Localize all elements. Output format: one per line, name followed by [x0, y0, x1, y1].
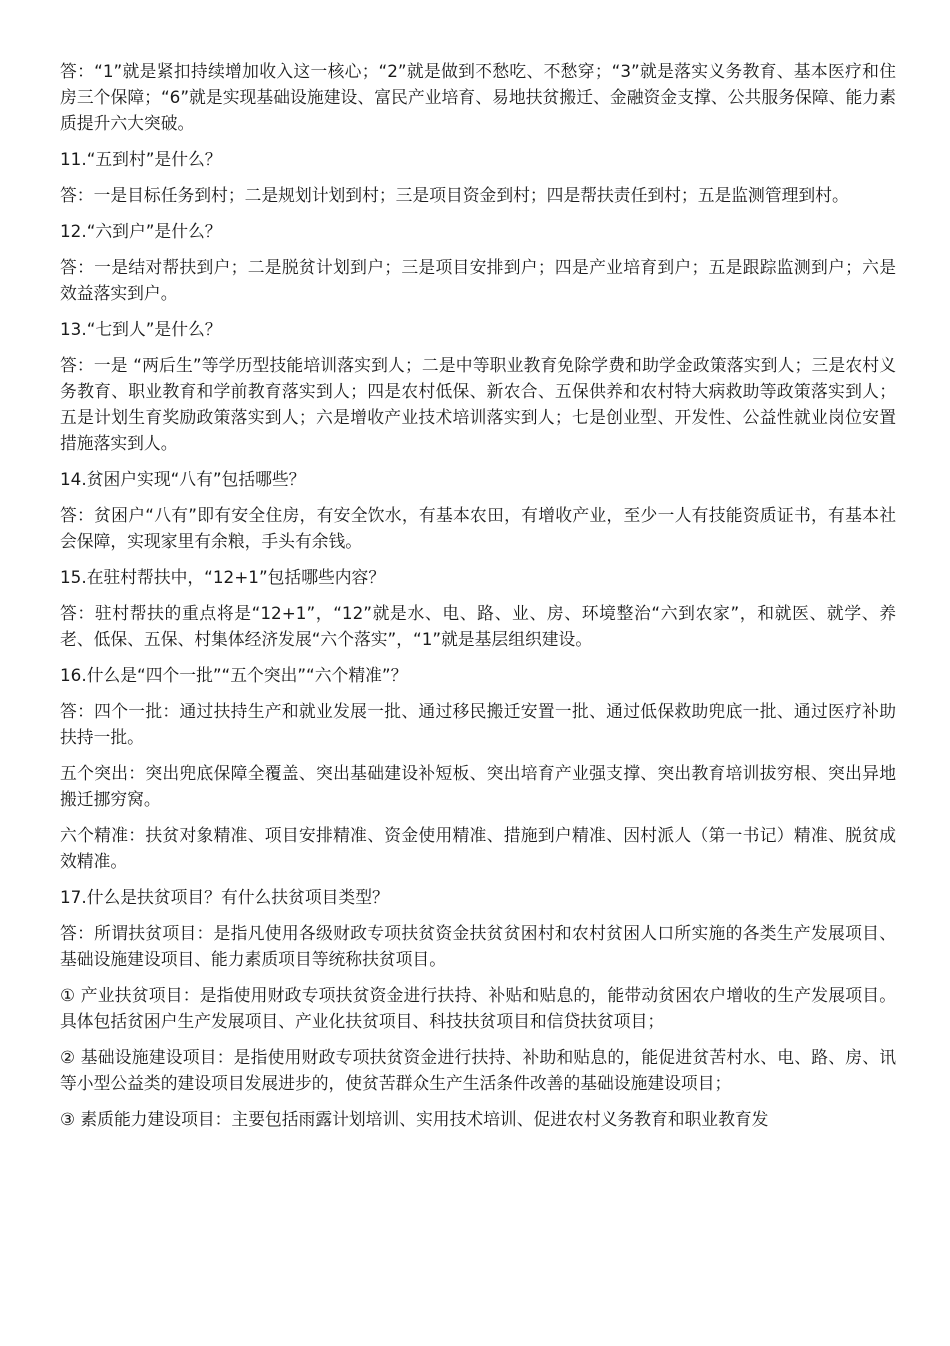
question-heading: 13.“七到人”是什么？	[60, 319, 222, 339]
question-heading: 17.什么是扶贫项目？有什么扶贫项目类型？	[60, 887, 389, 907]
answer-paragraph: 答：四个一批：通过扶持生产和就业发展一批、通过移民搬迁安置一批、通过低保救助兜底一批、通过医疗补助扶持一批。	[60, 701, 896, 747]
answer-paragraph: 五个突出：突出兜底保障全覆盖、突出基础建设补短板、突出培育产业强支撑、突出教育培训拔穷根、突出异地搬迁挪穷窝。	[60, 763, 896, 809]
answer-paragraph: 答：一是目标任务到村；二是规划计划到村；三是项目资金到村；四是帮扶责任到村；五是监测管理到村。	[60, 185, 849, 205]
question-heading: 14.贫困户实现“八有”包括哪些？	[60, 469, 306, 489]
answer-paragraph: 答：所谓扶贫项目：是指凡使用各级财政专项扶贫资金扶贫贫困村和农村贫困人口所实施的各类生产发展项目、基础设施建设项目、能力素质项目等统称扶贫项目。	[60, 923, 896, 969]
list-item-paragraph: ① 产业扶贫项目：是指使用财政专项扶贫资金进行扶持、补贴和贴息的，能带动贫困农户增收的生产发展项目。具体包括贫困户生产发展项目、产业化扶贫项目、科技扶贫项目和信贷扶贫项目；	[60, 985, 896, 1031]
answer-paragraph: 六个精准：扶贫对象精准、项目安排精准、资金使用精准、措施到户精准、因村派人（第一书记）精准、脱贫成效精准。	[60, 825, 896, 871]
question-heading: 11.“五到村”是什么？	[60, 149, 222, 169]
question-heading: 12.“六到户”是什么？	[60, 221, 222, 241]
list-item-paragraph: ③ 素质能力建设项目：主要包括雨露计划培训、实用技术培训、促进农村义务教育和职业教育发	[60, 1109, 769, 1129]
answer-paragraph: 答：贫困户“八有”即有安全住房，有安全饮水，有基本农田，有增收产业，至少一人有技能资质证书，有基本社会保障，实现家里有余粮，手头有余钱。	[60, 505, 896, 551]
question-heading: 16.什么是“四个一批”“五个突出”“六个精准”？	[60, 665, 408, 685]
answer-paragraph: 答：一是结对帮扶到户；二是脱贫计划到户；三是项目安排到户；四是产业培育到户；五是跟踪监测到户；六是效益落实到户。	[60, 257, 896, 303]
list-item-paragraph: ② 基础设施建设项目：是指使用财政专项扶贫资金进行扶持、补助和贴息的，能促进贫苦村水、电、路、房、讯等小型公益类的建设项目发展进步的，使贫苦群众生产生活条件改善的基础设施建设项目；	[60, 1047, 896, 1093]
document-page	[60, 58, 896, 1142]
question-heading: 15.在驻村帮扶中，“12+1”包括哪些内容？	[60, 567, 386, 587]
answer-paragraph: 答：驻村帮扶的重点将是“12+1”，“12”就是水、电、路、业、房、环境整治“六到农家”，和就医、就学、养老、低保、五保、村集体经济发展“六个落实”，“1”就是基层组织建设。	[60, 603, 896, 649]
answer-paragraph: 答：“1”就是紧扣持续增加收入这一核心；“2”就是做到不愁吃、不愁穿；“3”就是落实义务教育、基本医疗和住房三个保障；“6”就是实现基础设施建设、富民产业培育、易地扶贫搬迁、金融资金支撑、公共服务保障、能力素质提升六大突破。	[60, 61, 896, 133]
answer-paragraph: 答：一是 “两后生”等学历型技能培训落实到人；二是中等职业教育免除学费和助学金政策落实到人；三是农村义务教育、职业教育和学前教育落实到人；四是农村低保、新农合、五保供养和农村特大病救助等政策落实到人；五是计划生育奖励政策落实到人；六是增收产业技术培训落实到人；七是创业型、开发性、公益性就业岗位安置措施落实到人。	[60, 355, 896, 453]
